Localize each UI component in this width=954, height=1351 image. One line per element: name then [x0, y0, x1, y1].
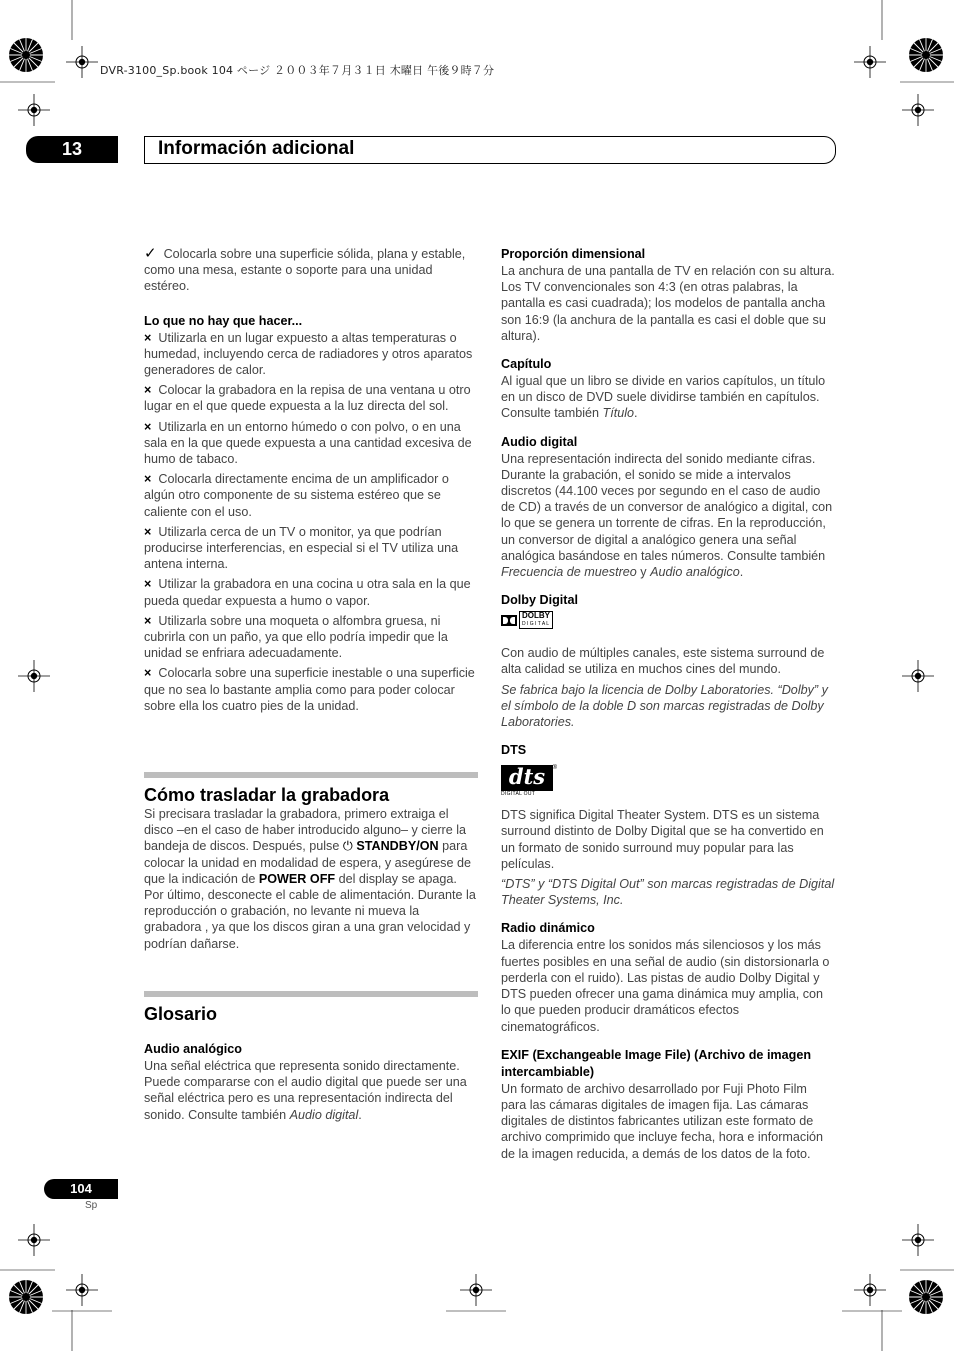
glossary-title: Glosario [144, 1004, 218, 1024]
dolby-logo-top: DOLBY [522, 611, 550, 621]
dts-logo [501, 765, 557, 797]
dynamic-text: La diferencia entre los sonidos más silenciosos y los más fuertes posibles en una señal de audio (sin distorsionarla o perderla con el ruido). Las pistas de audio Dolby Digital y DTS pueden ofrecer una gama dinámica muy amplia, con lo que pueden producir dramáticos efectos cinematográficos. [501, 938, 830, 1034]
power-icon: ⏻ [342, 839, 353, 854]
list-item: × Utilizarla cerca de un TV o monitor, ya que podrían producirse interferencias, en especial si el TV utiliza una antena interna. [144, 524, 459, 572]
cross-icon: × [144, 577, 152, 592]
dynamic-heading: Radio dinámico [501, 921, 595, 936]
cross-icon: × [144, 330, 152, 345]
glossary-section [144, 991, 478, 1123]
double-d-icon [501, 615, 517, 626]
language-tag: Sp [85, 1200, 98, 1211]
list-item: × Utilizarla en un entorno húmedo o con polvo, o en una sala en la que quede expuesta a una cantidad excesiva de humo de tabaco. [144, 419, 472, 467]
cross-icon: × [144, 383, 152, 398]
dolby-heading: Dolby Digital [501, 593, 578, 608]
crop-header: DVR-3100_Sp.book 104 ページ ２００３年７月３１日 木曜日 午後９時７分 [100, 64, 495, 77]
digital-text: Una representación indirecta del sonido mediante cifras. Durante la grabación, el sonido se mide a intervalos discretos (44.100 veces por segundo en el caso de audio de CD) a través de un conversor de analógico a digital, con lo que se genera un torrente de cifras. En la reproducción, un conversor de digital a analógico genera una señal analógica basándose en tales números. Consulte también Frecuencia de muestreo y Audio analógico. [501, 451, 833, 580]
dts-heading: DTS [501, 743, 527, 758]
section-bar [144, 991, 478, 997]
check-icon: ✓ [144, 245, 157, 262]
section-bar [144, 772, 478, 778]
cross-icon: × [144, 472, 152, 487]
list-item: × Colocar la grabadora en la repisa de una ventana u otro lugar en el que quede expuesta a la luz directa del sol. [144, 383, 471, 414]
move-text: Si precisara trasladar la grabadora, primero extraiga el disco –en el caso de haber introducido alguno– y cierre la bandeja de discos. Después, pulse ⏻ STANDBY/ON para colocar la unidad en modalidad de espera, y asegúrese de que la indicación de POWER OFF del display se apaga. Por último, desconecte el cable de alimentación. Durante la reproducción o grabación, no levante ni mueva la grabadora , ya que los discos giran a una gran velocidad y podrían dañarse. [144, 807, 476, 951]
cross-icon: × [144, 419, 152, 434]
dts-logo-sub: DIGITAL OUT [501, 791, 536, 798]
analog-text: Una señal eléctrica que representa sonido directamente. Puede compararse con el audio digital que puede ser una señal eléctrica pero es una representación indirecta del sonido. Consulte también Audio digital. [144, 1059, 467, 1122]
analog-heading: Audio analógico [144, 1042, 242, 1056]
chapter-title: Información adicional [158, 138, 355, 159]
list-item: × Colocarla directamente encima de un amplificador o algún otro componente de su sistema estéreo que se caliente con el uso. [144, 472, 449, 519]
dont-list [144, 330, 478, 714]
cross-icon: × [144, 613, 152, 628]
right-column [501, 246, 835, 1162]
list-item: × Utilizar la grabadora en una cocina u otra sala en la que pueda quedar expuesta a humo o vapor. [144, 577, 471, 608]
exif-heading: EXIF (Exchangeable Image File) (Archivo de imagen intercambiable) [501, 1047, 812, 1079]
dolby-logo [501, 611, 835, 629]
digital-heading: Audio digital [501, 434, 578, 449]
list-item: × Colocarla sobre una superficie inestable o una superficie que no sea lo bastante amplia como para poder colocar sobre ella los cuatro pies de la unidad. [144, 666, 475, 713]
dont-heading: Lo que no hay que hacer... [144, 313, 303, 328]
left-column [144, 246, 478, 714]
list-item: × Utilizarla en un lugar expuesto a altas temperaturas o humedad, incluyendo cerca de radiadores y otros aparatos generadores de calor. [144, 330, 473, 378]
move-section [144, 772, 478, 952]
aspect-text: La anchura de una pantalla de TV en relación con su altura. Los TV convencionales son 4:3 (en otras palabras, la pantalla es casi cuadrada); los modelos de pantalla ancha son 16:9 (la anchura de la pantalla es casi el doble que su altura). [501, 264, 835, 343]
check-item: ✓ Colocarla sobre una superficie sólida, plana y estable, como una mesa, estante o soporte para una unidad estéreo. [144, 245, 466, 294]
chapter-number: 13 [26, 136, 118, 163]
aspect-heading: Proporción dimensional [501, 247, 646, 261]
page-number: 104 [44, 1179, 118, 1199]
dts-note: “DTS” y “DTS Digital Out” son marcas registradas de Digital Theater Systems, Inc. [501, 877, 835, 908]
move-title: Cómo trasladar la grabadora [144, 785, 390, 805]
cross-icon: × [144, 524, 152, 539]
dolby-note: Se fabrica bajo la licencia de Dolby Laboratories. “Dolby” y el símbolo de la doble D son marcas registradas de Dolby Laboratories. [501, 682, 828, 730]
dts-text: DTS significa Digital Theater System. DTS es un sistema surround distinto de Dolby Digital que se ha convertido en un formato de sonido surround muy popular para las películas. [501, 808, 824, 871]
list-item: × Utilizarla sobre una moqueta o alfombra gruesa, ni cubrirla con un paño, ya que ello podría impedir que la unidad se enfriara adecuadamente. [144, 613, 448, 661]
exif-text: Un formato de archivo desarrollado por Fuji Photo Film para las cámaras digitales de imagen fija. Las cámaras digitales de distintos fabricantes utilizan este formato de archivo comprimido que incluye fecha, hora e información de la imagen reducida, a demás de los datos de la foto. [501, 1081, 824, 1161]
dts-logo-text: dts [501, 765, 553, 791]
cross-icon: × [144, 666, 152, 681]
chapter-heading: Capítulo [501, 357, 552, 372]
dolby-text: Con audio de múltiples canales, este sistema surround de alta calidad se utiliza en muchos cines del mundo. [501, 646, 825, 677]
chapter-text: Al igual que un libro se divide en varios capítulos, un título en un disco de DVD suele dividirse también en capítulos. Consulte también Título. [501, 374, 826, 421]
dolby-logo-bottom: D I G I T A L [522, 621, 550, 628]
registered-icon: ® [552, 765, 557, 772]
